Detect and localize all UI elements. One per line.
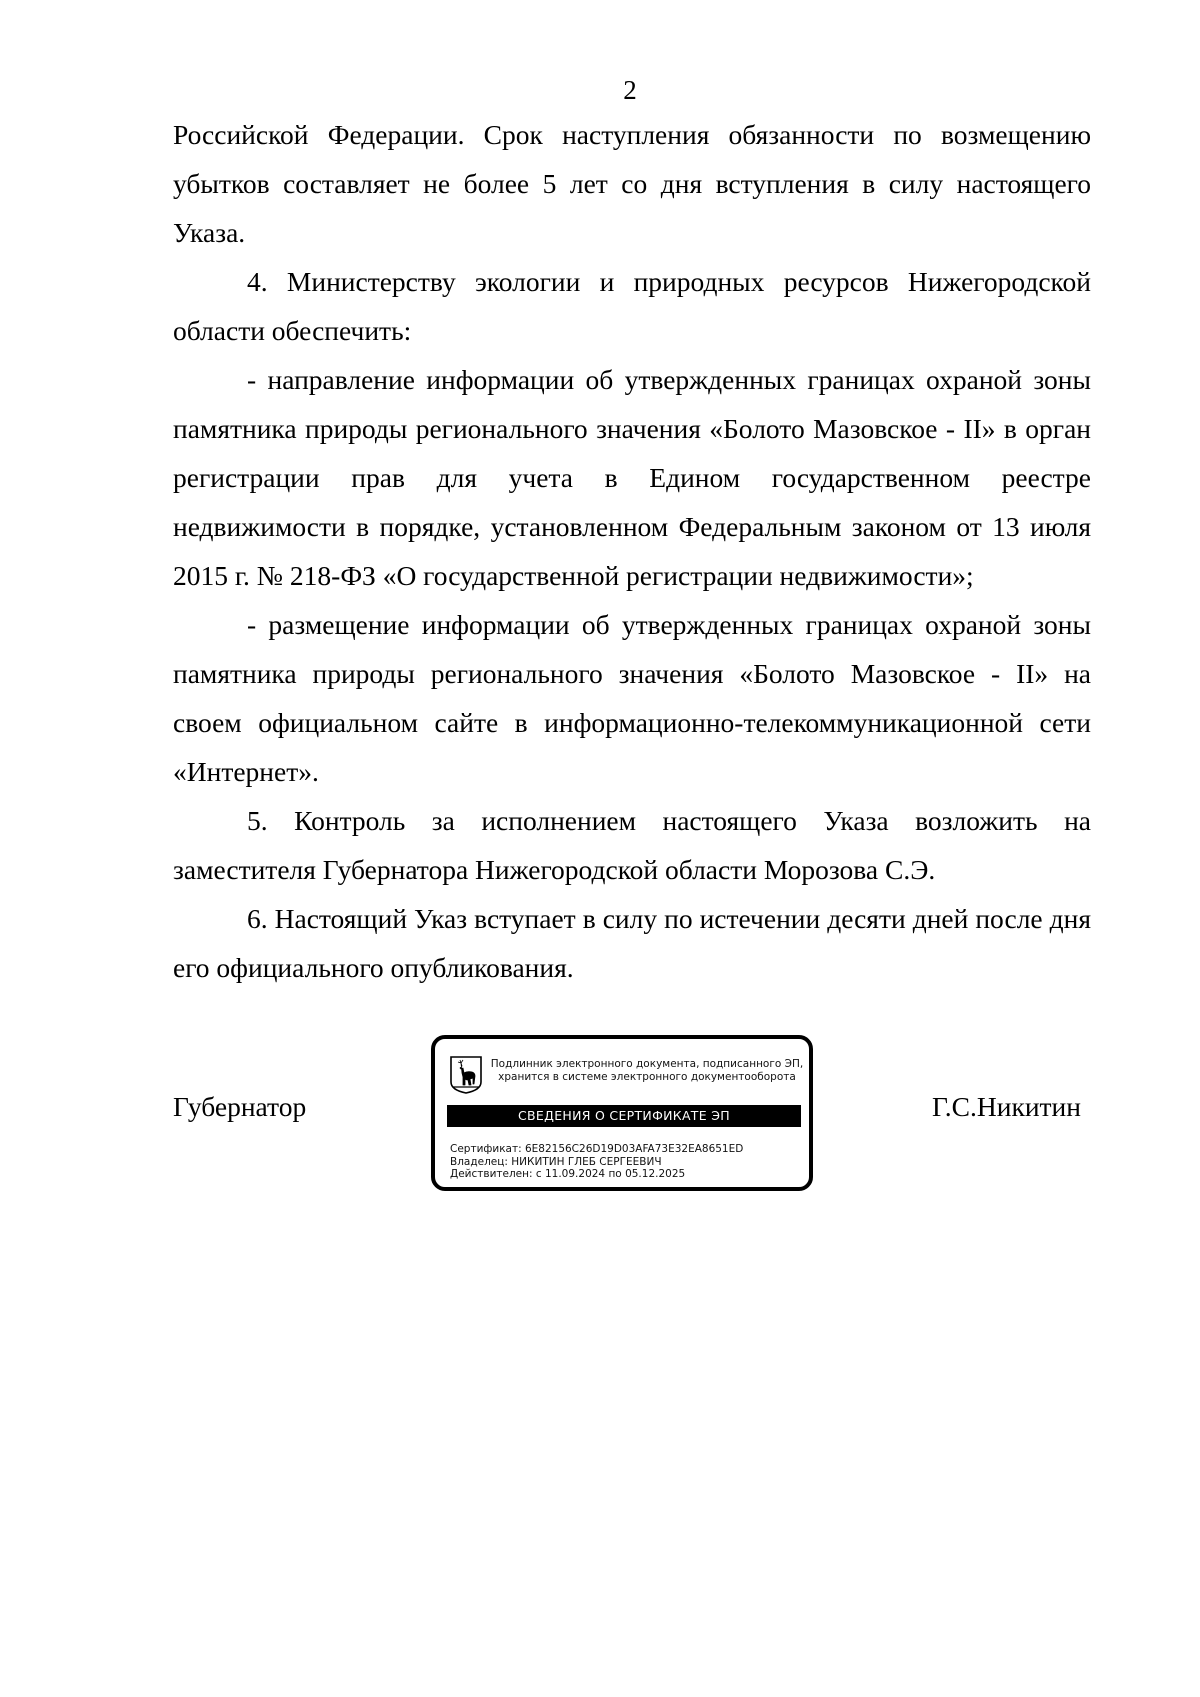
stamp-header-line-1: Подлинник электронного документа, подписанного ЭП, bbox=[490, 1058, 804, 1070]
paragraph-item-5: 5. Контроль за исполнением настоящего Указа возложить на заместителя Губернатора Нижегородской области Морозова С.Э. bbox=[173, 805, 1091, 885]
paragraph-continuation: Российской Федерации. Срок наступления обязанности по возмещению убытков составляет не более 5 лет со дня вступления в силу настоящего Указа. bbox=[173, 119, 1091, 248]
signatory-title: Губернатор bbox=[173, 1091, 307, 1122]
certificate-validity: Действителен: с 11.09.2024 по 05.12.2025 bbox=[450, 1168, 686, 1180]
certificate-number: Сертификат: 6E82156C26D19D03AFA73E32EA8651ED bbox=[450, 1143, 744, 1155]
certificate-owner: Владелец: НИКИТИН ГЛЕБ СЕРГЕЕВИЧ bbox=[450, 1155, 662, 1168]
paragraph-item-6: 6. Настоящий Указ вступает в силу по истечении десяти дней после дня его официального опубликования. bbox=[173, 903, 1091, 983]
electronic-signature-stamp bbox=[431, 1035, 813, 1191]
signatory-name: Г.С.Никитин bbox=[932, 1091, 1081, 1122]
certificate-details bbox=[450, 1143, 743, 1181]
certificate-info-bar: СВЕДЕНИЯ О СЕРТИФИКАТЕ ЭП bbox=[447, 1105, 801, 1127]
stamp-header bbox=[487, 1058, 807, 1084]
deer-emblem-icon bbox=[450, 1056, 482, 1094]
paragraph-item-4-website: - размещение информации об утвержденных границах охраной зоны памятника природы регионального значения «Болото Мазовское - II» на своем официальном сайте в информационно-телекоммуникационной сети «Интернет». bbox=[173, 609, 1091, 787]
document-body bbox=[173, 110, 1091, 992]
paragraph-item-4: 4. Министерству экологии и природных ресурсов Нижегородской области обеспечить: bbox=[173, 266, 1091, 346]
paragraph-item-4-registration: - направление информации об утвержденных границах охраной зоны памятника природы регионального значения «Болото Мазовское - II» в орган регистрации прав для учета в Едином государственном реестре недвижимости в порядке, установленном Федеральным законом от 13 июля 2015 г. № 218-ФЗ «О государственной регистрации недвижимости»; bbox=[173, 364, 1091, 591]
stamp-header-line-2: хранится в системе электронного документооборота bbox=[498, 1071, 796, 1083]
page-number: 2 bbox=[623, 75, 637, 105]
